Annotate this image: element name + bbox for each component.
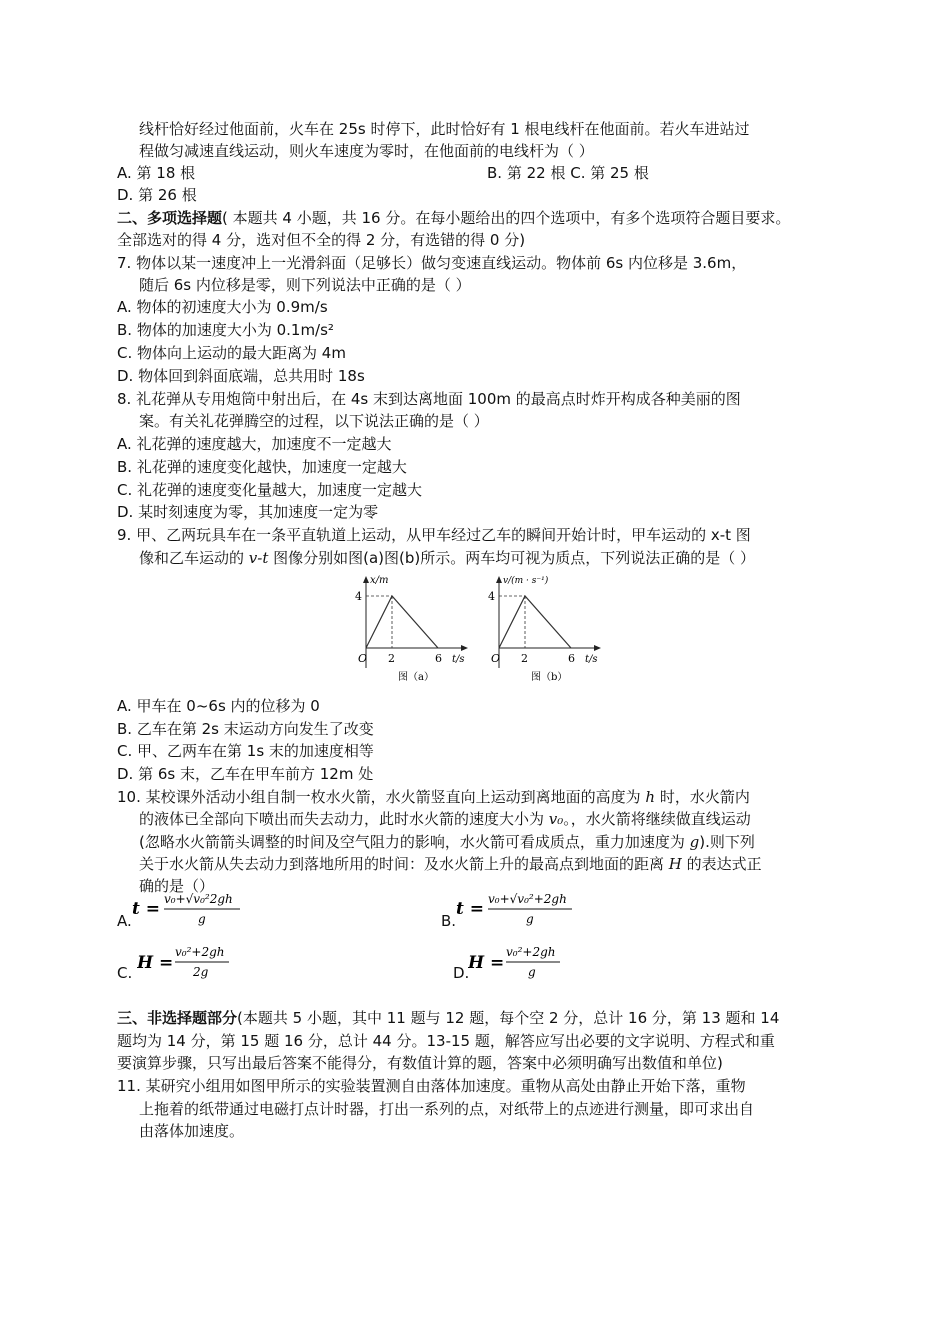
fig-a-tick-x6: 6	[435, 652, 442, 665]
q10-formula-c	[137, 938, 247, 982]
q9-figure-a	[352, 572, 482, 687]
section2-desc2: 全部选对的得 4 分，选对但不全的得 2 分，有选错的得 0 分)	[117, 231, 526, 249]
fig-b-tick-x6: 6	[568, 652, 575, 665]
section3-desc3: 要演算步骤，只写出最后答案不能得分，有数值计算的题，答案中必须明确写出数值和单位)	[117, 1054, 723, 1072]
fb-den: g	[526, 912, 534, 926]
fig-a-origin: O	[358, 652, 368, 665]
q10-line5: 确的是（）	[139, 877, 215, 895]
q6-line1: 线杆恰好经过他面前，火车在 25s 时停下，此时恰好有 1 根电线杆在他面前。若火车进站过	[139, 120, 750, 138]
section2-title: 二、多项选择题	[117, 209, 223, 227]
fig-a-y-arrow	[363, 576, 369, 583]
section3-desc2: 题均为 14 分，第 15 题 16 分，总计 44 分。13-15 题，解答应写出必要的文字说明、方程式和重	[117, 1032, 775, 1050]
fa-lhs: t =	[132, 899, 161, 919]
q10-line2-b: 。，水火箭将继续做直线运动	[563, 810, 751, 828]
fig-b-xlabel: t/s	[585, 654, 598, 665]
fig-a-caption: 图（a）	[398, 672, 434, 683]
q10-formula-b	[456, 886, 581, 930]
q9-line2-a: 像和乙车运动的	[139, 549, 249, 567]
fig-b-origin: O	[491, 652, 501, 665]
q11-line3: 由落体加速度。	[139, 1122, 245, 1140]
section3-title: 三、非选择题部分	[117, 1009, 238, 1027]
q10-line4-a: 关于水火箭从失去动力到落地所用的时间：及水火箭上升的最高点到地面的距离	[139, 855, 669, 873]
fig-b-y-arrow	[496, 576, 502, 583]
q8-option-b: B. 礼花弹的速度变化越快，加速度一定越大	[117, 458, 407, 476]
q9-var-vt: v-t	[248, 549, 269, 567]
q9-line1: 9. 甲、乙两玩具车在一条平直轨道上运动，从甲车经过乙车的瞬间开始计时，甲车运动的 x-t 图	[117, 526, 751, 544]
fa-den: g	[198, 912, 206, 926]
q8-line1: 8. 礼花弹从专用炮筒中射出后，在 4s 末到达离地面 100m 的最高点时炸开构成各种美丽的图	[117, 390, 741, 408]
fig-a-tick-y4: 4	[355, 590, 362, 603]
q9-option-a: A. 甲车在 0~6s 内的位移为 0	[117, 697, 320, 715]
q9-option-c: C. 甲、乙两车在第 1s 末的加速度相等	[117, 742, 374, 760]
q9-line2	[139, 547, 755, 569]
q10-line3-a: (忽略水火箭箭头调整的时间及空气阻力的影响，水火箭可看成质点，重力加速度为	[139, 833, 690, 851]
q10-option-b-label: B.	[441, 912, 457, 930]
q11-line1: 11. 某研究小组用如图甲所示的实验装置测自由落体加速度。重物从高处由静止开始下落，重物	[117, 1077, 746, 1095]
fc-lhs: H =	[137, 953, 174, 973]
q7-option-a: A. 物体的初速度大小为 0.9m/s	[117, 298, 328, 316]
fa-num: v₀+√v₀²2gh	[164, 892, 233, 906]
q10-line2	[139, 808, 751, 830]
q10-line2-a: 的液体已全部向下喷出而失去动力，此时水火箭的速度大小为	[139, 810, 549, 828]
q10-option-c-label: C.	[117, 964, 133, 982]
q10-line1	[117, 786, 750, 808]
q6-option-bc: B. 第 22 根 C. 第 25 根	[487, 164, 649, 182]
fc-den: 2g	[193, 965, 209, 979]
q10-formula-d	[468, 938, 578, 982]
section3-desc1: (本题共 5 小题，其中 11 题与 12 题，每个空 2 分，总计 16 分，第 13 题和 14	[237, 1009, 780, 1027]
q10-line1-b: 时，水火箭内	[655, 788, 750, 806]
q10-line4-b: 的表达式正	[681, 855, 762, 873]
q7-option-d: D. 物体回到斜面底端，总共用时 18s	[117, 367, 365, 385]
fig-b-ylabel: v/(m · s⁻¹)	[503, 576, 549, 586]
fb-num: v₀+√v₀²+2gh	[488, 892, 567, 906]
q8-option-a: A. 礼花弹的速度越大，加速度不一定越大	[117, 435, 392, 453]
q7-line1: 7. 物体以某一速度冲上一光滑斜面（足够长）做匀变速直线运动。物体前 6s 内位移是 3.6m，	[117, 254, 747, 272]
fig-b-x-arrow	[594, 645, 601, 651]
q6-option-d: D. 第 26 根	[117, 186, 197, 204]
q10-line3	[139, 831, 755, 853]
q8-option-d: D. 某时刻速度为零，其加速度一定为零	[117, 503, 379, 521]
fig-a-x-arrow	[461, 645, 468, 651]
q10-var-h: h	[645, 788, 656, 806]
fb-lhs: t =	[456, 899, 485, 919]
q10-line3-b: ).则下列	[699, 833, 755, 851]
fig-b-graph-line	[499, 596, 571, 648]
fd-lhs: H =	[468, 953, 505, 973]
section3-header	[117, 1007, 779, 1029]
q9-line2-b: 图像分别如图(a)图(b)所示。两车均可视为质点，下列说法正确的是（ ）	[268, 549, 756, 567]
fd-den: g	[528, 965, 536, 979]
fig-a-graph-line	[366, 596, 438, 648]
q10-formula-a	[132, 886, 252, 930]
q7-option-b: B. 物体的加速度大小为 0.1m/s²	[117, 321, 334, 339]
fd-num: v₀²+2gh	[506, 945, 556, 959]
fig-a-ylabel: x/m	[370, 575, 389, 586]
fig-a-tick-x2: 2	[388, 652, 395, 665]
q8-line2: 案。有关礼花弹腾空的过程，以下说法正确的是（ ）	[139, 412, 489, 430]
q9-figure-b	[485, 572, 615, 687]
q6-line2: 程做匀减速直线运动，则火车速度为零时，在他面前的电线杆为（ ）	[139, 142, 594, 160]
section2-header	[117, 207, 790, 229]
q8-option-c: C. 礼花弹的速度变化量越大，加速度一定越大	[117, 481, 423, 499]
fig-b-tick-y4: 4	[488, 590, 495, 603]
q9-option-d: D. 第 6s 末，乙车在甲车前方 12m 处	[117, 765, 374, 783]
q10-var-H: H	[668, 855, 682, 873]
fig-b-caption: 图（b）	[531, 672, 568, 683]
q11-line2: 上拖着的纸带通过电磁打点计时器，打出一系列的点，对纸带上的点迹进行测量，即可求出自	[139, 1100, 755, 1118]
q10-line1-a: 10. 某校课外活动小组自制一枚水火箭，水火箭竖直向上运动到离地面的高度为	[117, 788, 646, 806]
q7-line2: 随后 6s 内位移是零，则下列说法中正确的是（ ）	[139, 276, 471, 294]
fc-num: v₀²+2gh	[175, 945, 225, 959]
q10-line4	[139, 853, 762, 875]
fig-a-xlabel: t/s	[452, 654, 465, 665]
section2-desc1: ( 本题共 4 小题，共 16 分。在每小题给出的四个选项中，有多个选项符合题目要求。	[222, 209, 791, 227]
q10-option-d-label: D.	[453, 964, 470, 982]
q10-var-v0: v₀	[548, 810, 564, 828]
q7-option-c: C. 物体向上运动的最大距离为 4m	[117, 344, 346, 362]
q10-var-g: g	[689, 833, 700, 851]
fig-b-tick-x2: 2	[521, 652, 528, 665]
q6-option-a: A. 第 18 根	[117, 164, 196, 182]
q10-option-a-label: A.	[117, 912, 132, 930]
q9-option-b: B. 乙车在第 2s 末运动方向发生了改变	[117, 720, 374, 738]
